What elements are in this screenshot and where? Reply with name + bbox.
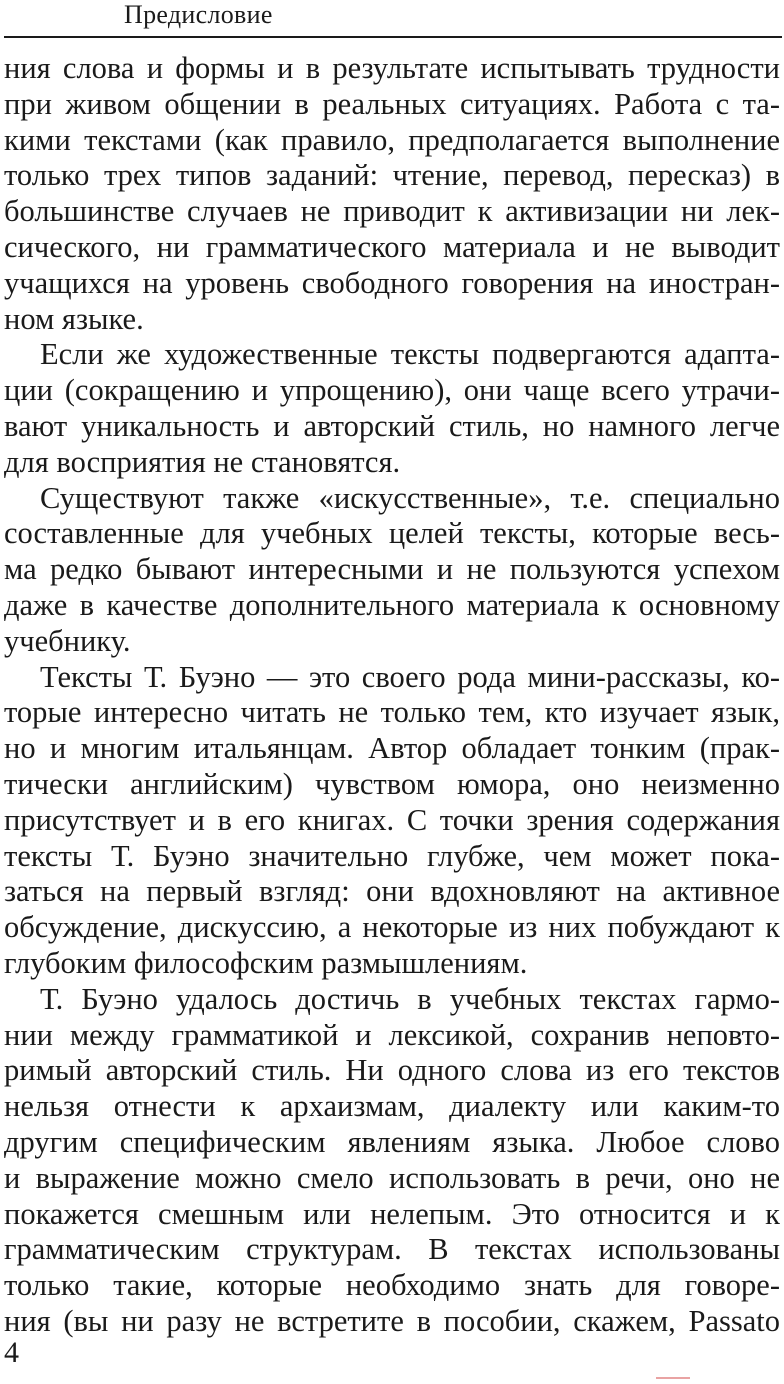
text-line: Существуют также «искусственные», т.е. специально xyxy=(40,480,780,515)
text-line: но и многим итальянцам. Автор обладает тонким (прак- xyxy=(4,731,780,766)
text-line: составленные для учебных целей тексты, которые весь- xyxy=(4,516,780,551)
running-header-title: Предисловие xyxy=(124,0,273,29)
text-line: кими текстами (как правило, предполагается выполнение xyxy=(4,122,780,157)
text-line: обсуждение, дискуссию, а некоторые из них побуждают к xyxy=(4,910,780,945)
text-line: ции (сокращению и упрощению), они чаще всего утрачи- xyxy=(4,373,780,408)
text-line: ния слова и формы и в результате испытывать трудности xyxy=(4,51,780,85)
text-line: грамматическим структурам. В текстах использованы xyxy=(4,1232,780,1267)
paragraph xyxy=(4,481,780,660)
text-line: торые интересно читать не только тем, кто изучает язык, xyxy=(4,695,780,730)
text-line: другим специфическим явлениям языка. Любое слово xyxy=(4,1124,780,1159)
text-line: присутствует и в его книгах. С точки зрения содержания xyxy=(4,802,780,837)
text-line: даже в качестве дополнительного материала к основному xyxy=(4,587,780,622)
scan-mark xyxy=(656,1377,690,1379)
text-line: учащихся на уровень свободного говорения на иностран- xyxy=(4,265,780,300)
text-line: сического, ни грамматического материала и не выводит xyxy=(4,229,780,264)
text-line: заться на первый взгляд: они вдохновляют на активное xyxy=(4,874,780,909)
text-line: тически английским) чувством юмора, оно неизменно xyxy=(4,766,780,801)
paragraph xyxy=(4,982,780,1340)
text-line: нельзя отнести к архаизмам, диалекту или каким-то xyxy=(4,1089,780,1124)
text-line: тексты Т. Буэно значительно глубже, чем может пока- xyxy=(4,838,780,873)
text-line: при живом общении в реальных ситуациях. Работа с та- xyxy=(4,86,780,121)
paragraph xyxy=(4,660,780,982)
text-line: ном языке. xyxy=(4,301,144,336)
body-text xyxy=(4,51,780,1340)
text-line: Т. Буэно удалось достичь в учебных текстах гармо- xyxy=(40,981,780,1016)
text-line: ма редко бывают интересными и не пользуются успехом xyxy=(4,552,780,587)
text-line: римый авторский стиль. Ни одного слова из его текстов xyxy=(4,1053,780,1088)
page-number: 4 xyxy=(4,1336,19,1369)
text-line: покажется смешным или нелепым. Это относится и к xyxy=(4,1196,780,1231)
text-line: только такие, которые необходимо знать для говоре- xyxy=(4,1268,780,1303)
text-line: ния (вы ни разу не встретите в пособии, скажем, Passato xyxy=(4,1303,780,1338)
text-line: и выражение можно смело использовать в речи, оно не xyxy=(4,1160,780,1195)
header-rule xyxy=(4,36,782,38)
text-line: для восприятия не становятся. xyxy=(4,444,401,479)
text-line: нии между грамматикой и лексикой, сохранив неповто- xyxy=(4,1017,780,1052)
text-line: глубоким философским размышлениям. xyxy=(4,945,528,980)
text-line: только трех типов заданий: чтение, перевод, пересказ) в xyxy=(4,158,780,193)
paragraph xyxy=(4,337,780,480)
running-header xyxy=(0,0,784,36)
text-line: Если же художественные тексты подвергаются адапта- xyxy=(40,337,780,372)
text-line: Тексты Т. Буэно — это своего рода мини-рассказы, ко- xyxy=(40,659,780,694)
text-line: учебнику. xyxy=(4,623,131,658)
paragraph xyxy=(4,51,780,337)
text-line: вают уникальность и авторский стиль, но намного легче xyxy=(4,408,780,443)
text-line: большинстве случаев не приводит к активизации ни лек- xyxy=(4,194,780,229)
